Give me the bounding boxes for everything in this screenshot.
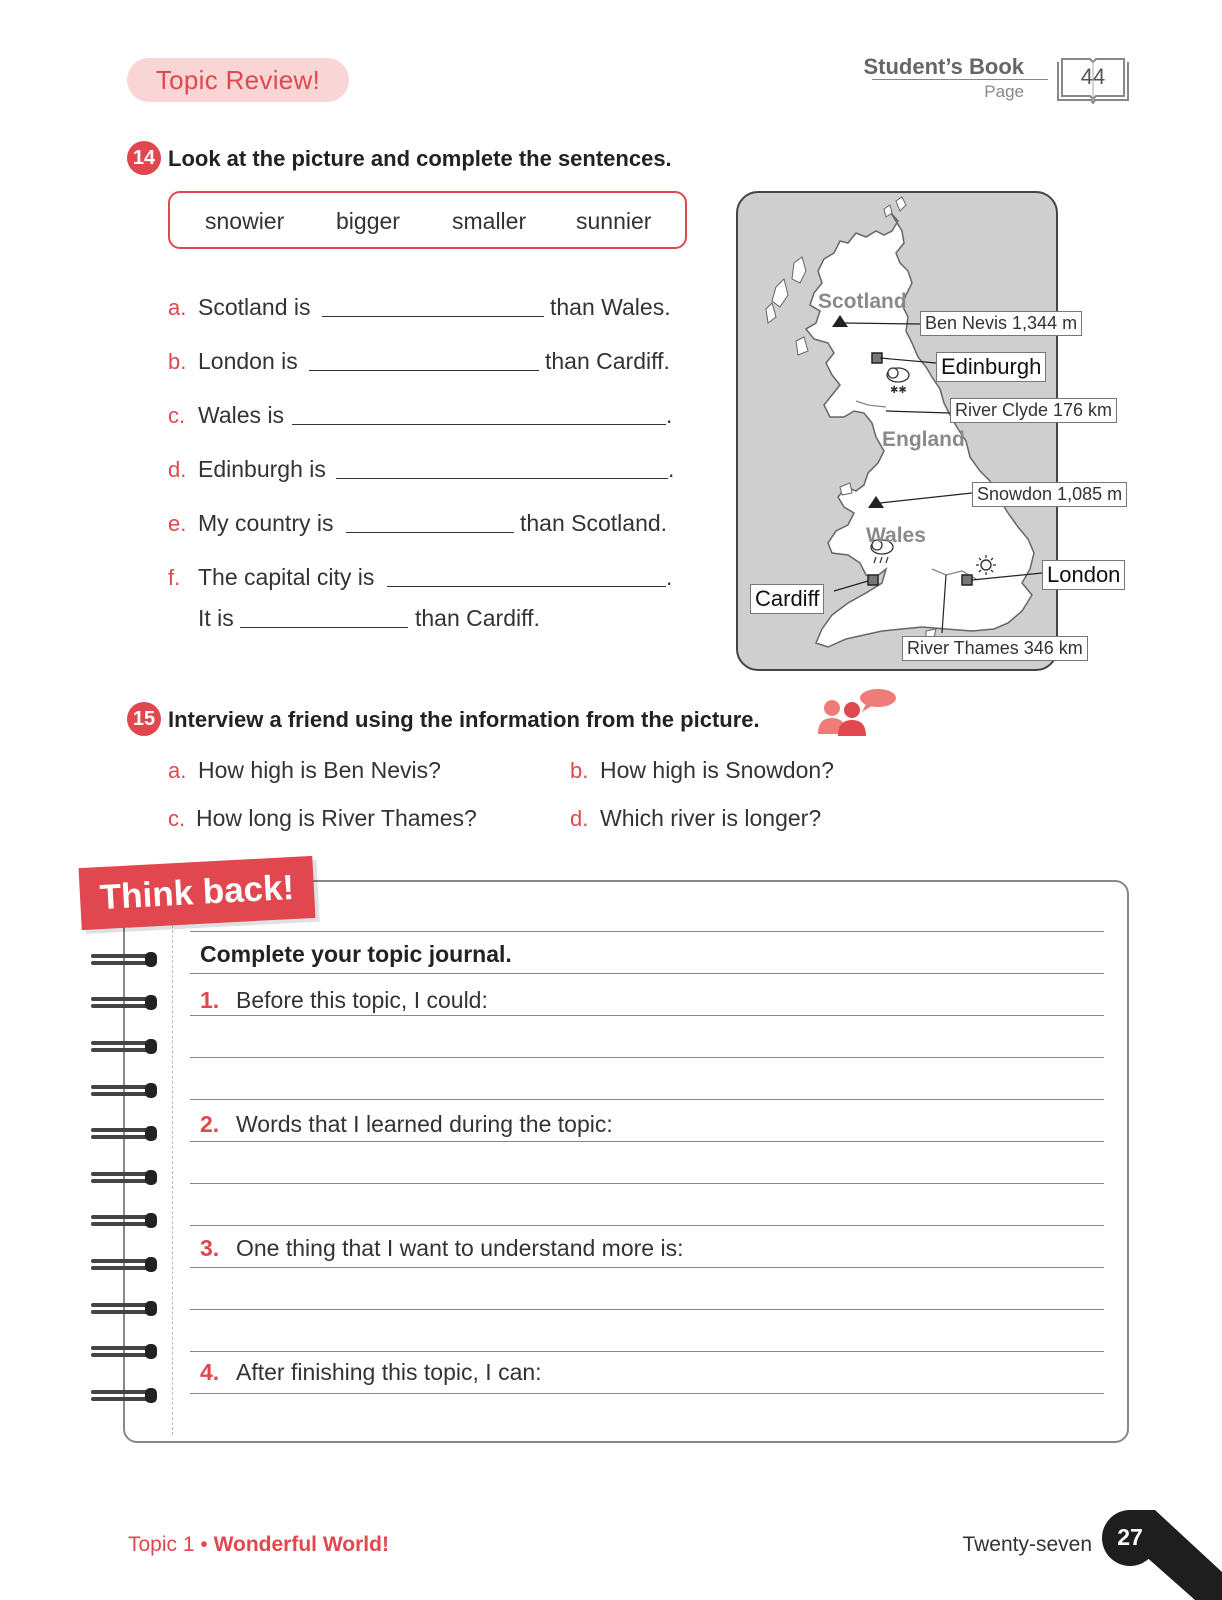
page-number: 27: [1117, 1524, 1143, 1550]
sentence-end: .: [666, 402, 673, 428]
spiral-ring: [91, 1168, 161, 1190]
sentence-start: London is: [198, 348, 298, 374]
item-letter: f.: [168, 565, 181, 590]
sentence-start: Scotland is: [198, 294, 311, 320]
sentence-end: than Wales.: [550, 294, 671, 320]
ruled-line: [190, 931, 1104, 932]
students-book-label: Student’s Book: [863, 54, 1024, 79]
item-letter: a.: [168, 295, 187, 320]
ruled-line: [190, 1267, 1104, 1268]
answer-blank[interactable]: [336, 478, 668, 479]
answer-blank[interactable]: [387, 586, 666, 587]
prompt-number: 1.: [200, 987, 220, 1013]
word-bank-item: bigger: [336, 208, 400, 234]
item-letter: d.: [168, 457, 187, 482]
notebook-margin: [172, 920, 173, 1435]
ruled-line: [190, 1183, 1104, 1184]
sentence-start: Wales is: [198, 402, 285, 428]
journal-heading: Complete your topic journal.: [200, 941, 512, 967]
word-bank-item: sunnier: [576, 208, 652, 234]
prompt-number: 3.: [200, 1235, 220, 1261]
question-text: How long is River Thames?: [196, 805, 477, 831]
spiral-ring: [91, 1299, 161, 1321]
spiral-ring: [91, 993, 161, 1015]
answer-blank[interactable]: [240, 627, 408, 628]
ruled-line: [190, 1351, 1104, 1352]
ruled-line: [190, 1393, 1104, 1394]
spiral-ring: [91, 1255, 161, 1277]
answer-blank[interactable]: [346, 532, 514, 533]
spiral-ring: [91, 1037, 161, 1059]
word-bank-item: smaller: [452, 208, 527, 234]
ruled-line: [190, 1141, 1104, 1142]
item-letter: c.: [168, 403, 186, 428]
region-label-scotland: Scotland: [818, 290, 907, 313]
sentence-start: Edinburgh is: [198, 456, 326, 482]
spiral-ring: [91, 1342, 161, 1364]
footer-page-words: Twenty-seven: [962, 1533, 1092, 1556]
prompt-number: 2.: [200, 1111, 220, 1137]
answer-blank[interactable]: [292, 424, 666, 425]
sentence-start: The capital city is: [198, 564, 375, 590]
spiral-ring: [91, 1386, 161, 1408]
answer-blank[interactable]: [322, 316, 544, 317]
london-marker: [962, 575, 972, 585]
river-thames-label: River Thames 346 km: [902, 636, 1088, 661]
journal-prompt: After finishing this topic, I can:: [236, 1359, 542, 1385]
sentence-end: than Scotland.: [520, 510, 668, 536]
item-letter: b.: [168, 349, 187, 374]
page-label: Page: [984, 82, 1024, 101]
sentence-end: .: [666, 564, 673, 590]
region-label-england: England: [882, 428, 965, 451]
ruled-line: [190, 1309, 1104, 1310]
ruled-line: [190, 1057, 1104, 1058]
cardiff-label: Cardiff: [750, 584, 824, 614]
exercise-14-number: 14: [127, 141, 161, 175]
footer-topic-prefix: Topic 1 •: [128, 1533, 208, 1556]
ruled-line: [190, 1099, 1104, 1100]
journal-prompt: One thing that I want to understand more is:: [236, 1235, 684, 1261]
sentence-start: My country is: [198, 510, 334, 536]
exercise-15-instruction: Interview a friend using the information from the picture.: [168, 707, 760, 732]
sentence-end: .: [668, 456, 675, 482]
pair-talk-icon: [816, 688, 898, 736]
question-letter: d.: [570, 806, 589, 831]
question-letter: b.: [570, 758, 589, 783]
prompt-number: 4.: [200, 1359, 220, 1385]
ruled-line: [190, 973, 1104, 974]
sun-icon: [976, 555, 996, 575]
london-label: London: [1042, 560, 1125, 590]
ruled-line: [190, 1015, 1104, 1016]
region-label-wales: Wales: [866, 524, 926, 547]
river-clyde-label: River Clyde 176 km: [950, 398, 1117, 423]
spiral-ring: [91, 950, 161, 972]
question-letter: a.: [168, 758, 187, 783]
spiral-ring: [91, 1211, 161, 1233]
students-book-page-number: 44: [1080, 64, 1106, 89]
exercise-15-number: 15: [127, 702, 161, 736]
spiral-ring: [91, 1124, 161, 1146]
spiral-ring: [91, 1081, 161, 1103]
question-text: Which river is longer?: [600, 805, 822, 831]
exercise-14-instruction: Look at the picture and complete the sentences.: [168, 146, 672, 171]
sentence-end: than Cardiff.: [545, 348, 670, 374]
answer-blank[interactable]: [309, 370, 539, 371]
edinburgh-label: Edinburgh: [936, 352, 1046, 382]
svg-text:✱✱: ✱✱: [890, 385, 907, 396]
journal-prompt: Before this topic, I could:: [236, 987, 488, 1013]
topic-review-badge: Topic Review!: [127, 58, 349, 102]
word-bank-item: snowier: [205, 208, 285, 234]
question-text: How high is Ben Nevis?: [198, 757, 441, 783]
think-back-banner: Think back!: [79, 856, 316, 930]
question-letter: c.: [168, 806, 186, 831]
cardiff-marker: [868, 575, 878, 585]
item-letter: e.: [168, 511, 187, 536]
ben-nevis-label: Ben Nevis 1,344 m: [920, 311, 1082, 336]
snowdon-label: Snowdon 1,085 m: [972, 482, 1127, 507]
sentence-end: than Cardiff.: [415, 605, 540, 631]
header-divider: [872, 79, 1048, 80]
question-text: How high is Snowdon?: [600, 757, 834, 783]
ruled-line: [190, 1225, 1104, 1226]
sentence-start: It is: [198, 605, 234, 631]
footer-topic-name: Wonderful World!: [213, 1533, 389, 1556]
journal-prompt: Words that I learned during the topic:: [236, 1111, 613, 1137]
footer-topic: [128, 1533, 389, 1557]
